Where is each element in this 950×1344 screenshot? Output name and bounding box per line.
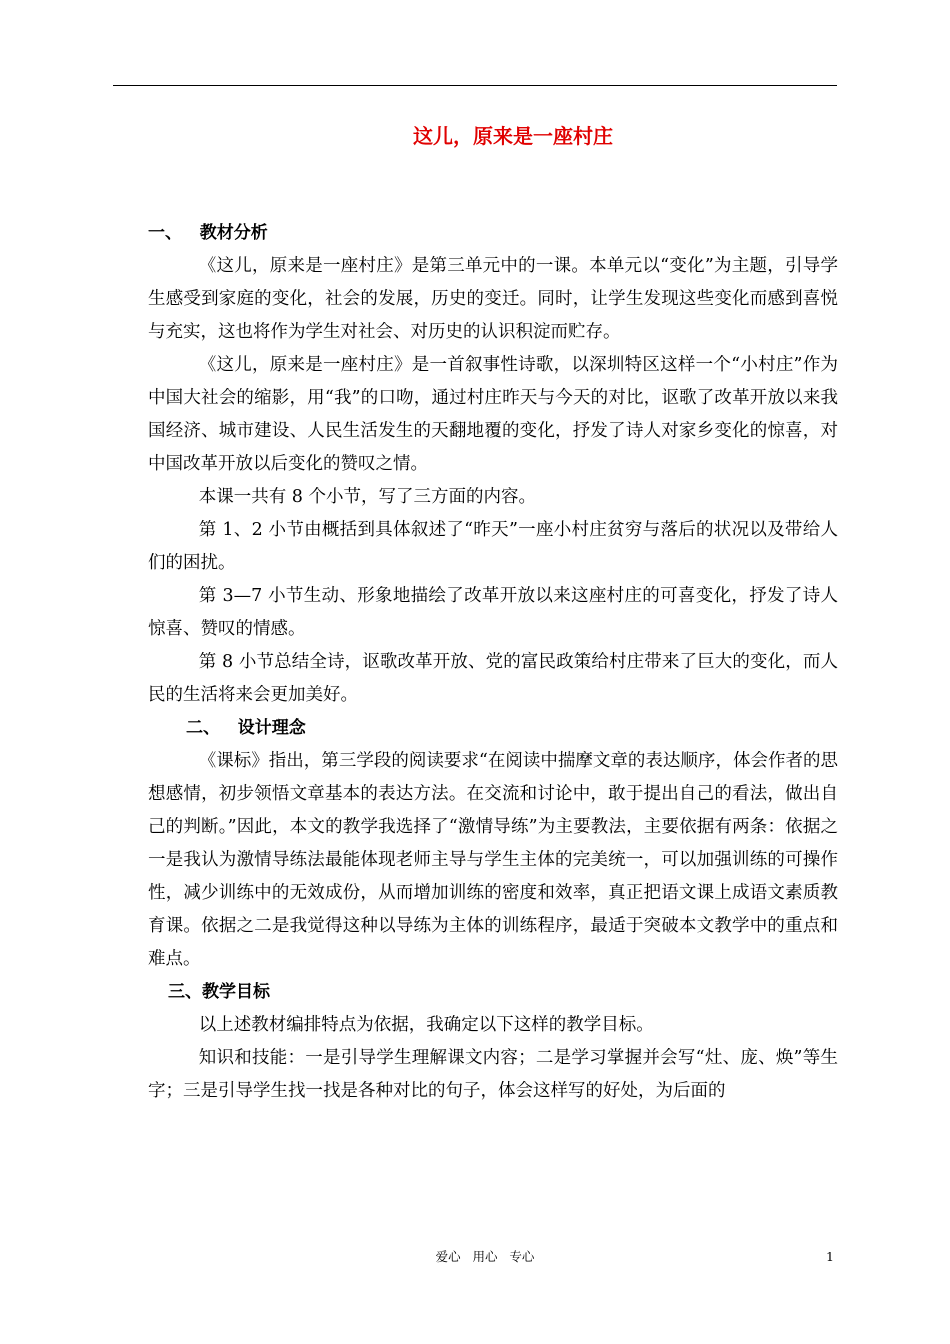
header-rule bbox=[113, 85, 837, 86]
page-number: 1 bbox=[826, 1249, 834, 1264]
paragraph: 《这儿，原来是一座村庄》是一首叙事性诗歌，以深圳特区这样一个“小村庄”作为中国大社会的缩影，用“我”的口吻，通过村庄昨天与今天的对比，讴歌了改革开放以来我国经济、城市建设、人民生活发生的天翻地覆的变化，抒发了诗人对家乡变化的惊喜，对中国改革开放以后变化的赞叹之情。 bbox=[148, 355, 838, 474]
section-heading: 三、教学目标 bbox=[168, 982, 270, 1002]
section-heading: 二、 设计理念 bbox=[186, 718, 306, 738]
paragraph: 第 1、2 小节由概括到具体叙述了“昨天”一座小村庄贫穷与落后的状况以及带给人们的困扰。 bbox=[148, 520, 838, 573]
paragraph: 本课一共有 8 个小节，写了三方面的内容。 bbox=[198, 487, 537, 507]
paragraph: 《这儿，原来是一座村庄》是第三单元中的一课。本单元以“变化”为主题，引导学生感受到家庭的变化，社会的发展，历史的变迁。同时，让学生发现这些变化而感到喜悦与充实，这也将作为学生对社会、对历史的认识积淀而贮存。 bbox=[148, 256, 838, 342]
paragraph: 以上述教材编排特点为依据，我确定以下这样的教学目标。 bbox=[198, 1015, 654, 1035]
document-title: 这儿，原来是一座村庄 bbox=[413, 124, 613, 148]
paragraph: 第 8 小节总结全诗，讴歌改革开放、党的富民政策给村庄带来了巨大的变化，而人民的生活将来会更加美好。 bbox=[148, 652, 838, 705]
paragraph: 第 3—7 小节生动、形象地描绘了改革开放以来这座村庄的可喜变化，抒发了诗人惊喜、赞叹的情感。 bbox=[148, 586, 838, 639]
section-heading: 一、 教材分析 bbox=[148, 223, 268, 243]
footer-motto: 爱心 用心 专心 bbox=[435, 1249, 535, 1264]
paragraph: 《课标》指出，第三学段的阅读要求“在阅读中揣摩文章的表达顺序，体会作者的思想感情，初步领悟文章基本的表达方法。在交流和讨论中，敢于提出自己的看法，做出自己的判断。”因此，本文的教学我选择了“激情导练”为主要教法，主要依据有两条：依据之一是我认为激情导练法最能体现老师主导与学生主体的完美统一，可以加强训练的可操作性，减少训练中的无效成份，从而增加训练的密度和效率，真正把语文课上成语文素质教育课。依据之二是我觉得这种以导练为主体的训练程序，最适于突破本文教学中的重点和难点。 bbox=[148, 751, 838, 969]
section-teaching-material bbox=[148, 217, 838, 1108]
paragraph: 知识和技能：一是引导学生理解课文内容；二是学习掌握并会写“灶、庞、焕”等生字；三是引导学生找一找是各种对比的句子，体会这样写的好处，为后面的 bbox=[148, 1048, 838, 1101]
